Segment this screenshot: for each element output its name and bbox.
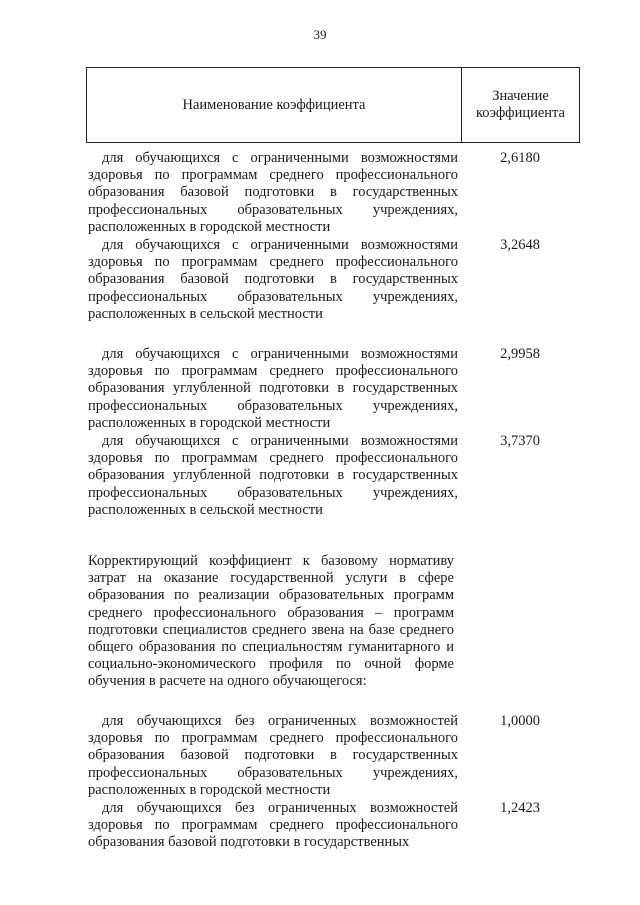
coefficient-value: 3,7370 xyxy=(500,433,540,449)
coefficient-value: 2,9958 xyxy=(500,346,540,362)
coefficient-value: 1,0000 xyxy=(500,713,540,729)
coefficient-value: 2,6180 xyxy=(500,150,540,166)
section-heading: Корректирующий коэффициент к базовому нормативу затрат на оказание государственной услуги в сфере образования по реализации образовательных программ среднего профессионального образования – программ подготовки специалистов среднего звена на базе среднего общего образования по специальностям гуманитарного и социально-экономического профиля по очной форме обучения в расчете на одного обучающегося: xyxy=(88,553,454,690)
header-value-column: Значение коэффициента xyxy=(475,88,565,121)
page-number: 39 xyxy=(313,27,327,42)
table-header xyxy=(86,67,580,143)
coefficient-description: для обучающихся с ограниченными возможностями здоровья по программам среднего профессионального образования углубленной подготовки в государственных профессиональных образовательных учреждениях, расположенных в сельской местности xyxy=(88,433,458,518)
coefficient-description: для обучающихся с ограниченными возможностями здоровья по программам среднего профессионального образования базовой подготовки в государственных профессиональных образовательных учреждениях, расположенных в городской местности xyxy=(88,150,458,235)
coefficient-value: 1,2423 xyxy=(500,800,540,816)
coefficient-description: для обучающихся с ограниченными возможностями здоровья по программам среднего профессионального образования углубленной подготовки в государственных профессиональных образовательных учреждениях, расположенных в городской местности xyxy=(88,346,458,431)
coefficient-description: для обучающихся с ограниченными возможностями здоровья по программам среднего профессионального образования базовой подготовки в государственных профессиональных образовательных учреждениях, расположенных в сельской местности xyxy=(88,237,458,322)
header-name-column: Наименование коэффициента xyxy=(87,68,462,142)
coefficient-value: 3,2648 xyxy=(500,237,540,253)
coefficient-description: для обучающихся без ограниченных возможностей здоровья по программам среднего профессионального образования базовой подготовки в государственных профессиональных образовательных учреждениях, расположенных в городской местности xyxy=(88,713,458,798)
coefficient-description: для обучающихся без ограниченных возможностей здоровья по программам среднего профессионального образования базовой подготовки в государственных xyxy=(88,800,458,851)
